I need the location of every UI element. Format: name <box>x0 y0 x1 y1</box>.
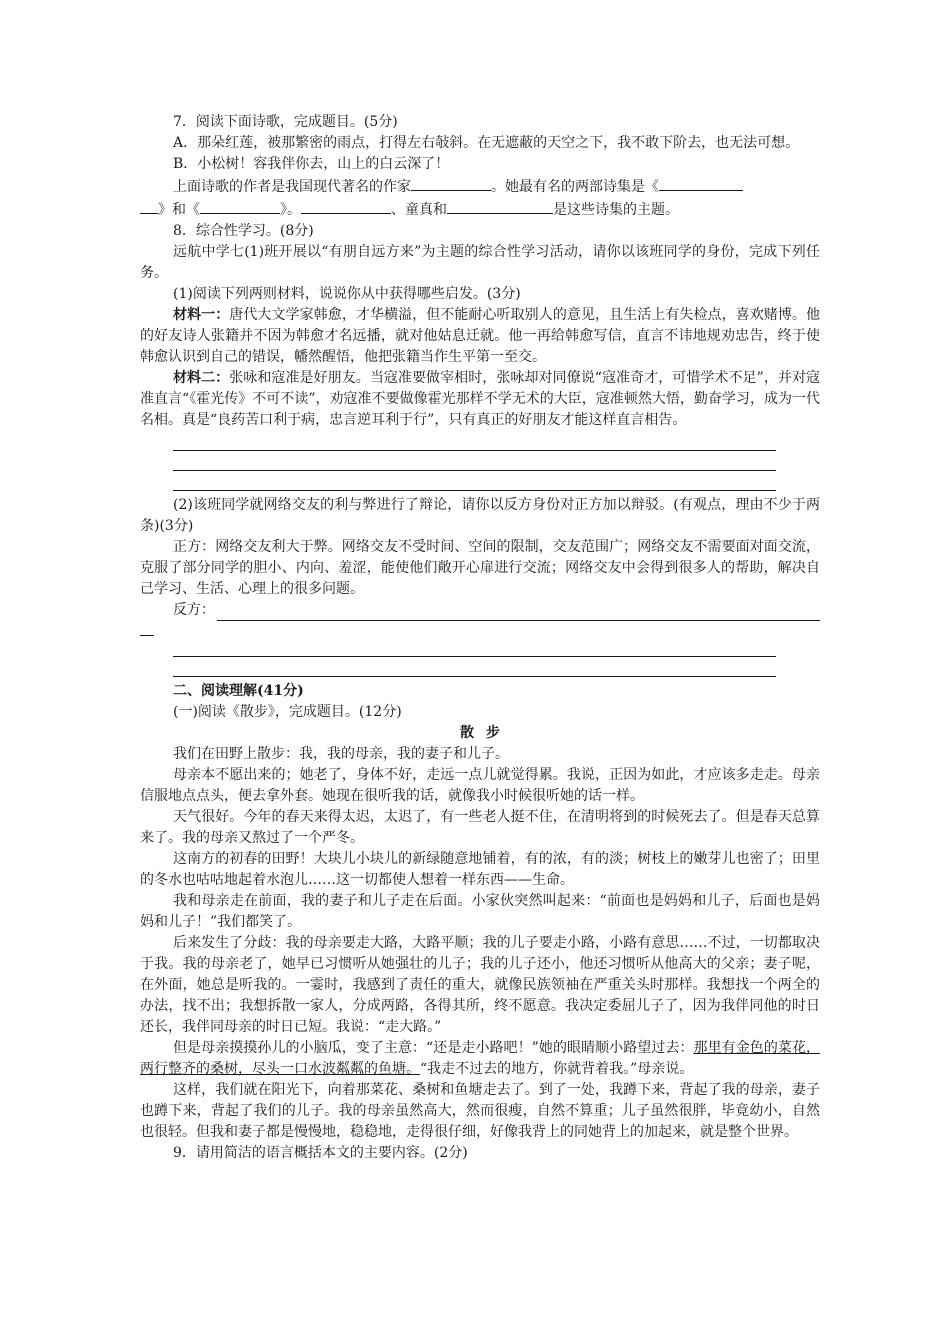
article-title: 散步 <box>460 725 512 741</box>
answer-line-1[interactable] <box>173 431 776 451</box>
collection-1-blank-cont[interactable] <box>140 198 158 214</box>
fanfang-label: 反方： <box>173 602 215 618</box>
section-2-heading: 二、阅读理解(41分) <box>173 683 304 699</box>
fanfang-answer-line-2[interactable] <box>173 640 776 657</box>
fanfang-answer-line-cont[interactable] <box>140 621 154 636</box>
article-para-1: 我们在田野上散步：我，我的母亲，我的妻子和儿子。 <box>173 746 509 762</box>
worksheet-page <box>140 112 820 1164</box>
collection-1-blank[interactable] <box>659 175 743 191</box>
q7-heading: 7．阅读下面诗歌，完成题目。(5分) <box>173 114 398 130</box>
article-para-7 <box>140 1038 820 1080</box>
q8-heading: 8．综合性学习。(8分) <box>173 223 314 239</box>
q9-heading: 9．请用简洁的语言概括本文的主要内容。(2分) <box>173 1145 468 1161</box>
article-para-5: 我和母亲走在前面，我的妻子和儿子走在后面。小家伙突然叫起来：“前面也是妈妈和儿子，后面也是妈妈和儿子！”我们都笑了。 <box>140 893 820 930</box>
material-2-text: 张咏和寇准是好朋友。当寇准要做宰相时，张咏却对同僚说“寇准奇才，可惜学术不足”，并对寇准直言“《霍光传》不可不读”，劝寇准不要做像霍光那样不学无术的大臣，寇准顿然大悟，勤奋学习，成为一代名相。真是“良药苦口利于病，忠言逆耳利于行”，只有真正的好朋友才能这样直言相告。 <box>140 370 821 428</box>
q7-poem-a: A．那朵红莲，被那繁密的雨点，打得左右敧斜。在无遮蔽的天空之下，我不敢下阶去，也无法可想。 <box>173 135 800 151</box>
fanfang-row <box>140 600 820 621</box>
zhengfang-text: 正方：网络交友利大于弊。网络交友不受时间、空间的限制，交友范围广；网络交友不需要面对面交流，克服了部分同学的胆小、内向、羞涩，能使他们敞开心扉进行交流；网络交友中会得到很多人的帮助，解决自己学习、生活、心理上的很多问题。 <box>140 539 820 597</box>
collection-2-blank[interactable] <box>200 198 280 214</box>
article-para-8: 这样，我们就在阳光下，向着那菜花、桑树和鱼塘走去了。到了一处，我蹲下来，背起了我的母亲，妻子也蹲下来，背起了我们的儿子。我的母亲虽然高大，然而很瘦，自然不算重；儿子虽然很胖，毕竟幼小，自然也很轻。但我和妻子都是慢慢地，稳稳地，走得很仔细，好像我背上的同她背上的加起来，就是整个世界。 <box>140 1082 820 1140</box>
material-2-label: 材料二： <box>173 370 230 386</box>
q7-fill-text-1: 上面诗歌的作者是我国现代著名的作家 <box>173 179 411 195</box>
theme-2-blank[interactable] <box>447 198 553 214</box>
article-para-3: 天气很好。今年的春天来得太迟，太迟了，有一些老人挺不住，在清明将到的时候死去了。但是春天总算来了。我的母亲又熬过了一个严冬。 <box>140 809 820 846</box>
fanfang-answer-line[interactable] <box>217 604 820 621</box>
theme-1-blank[interactable] <box>301 198 391 214</box>
article-para-6: 后来发生了分歧：我的母亲要走大路，大路平顺；我的儿子要走小路，小路有意思……不过，一切都取决于我。我的母亲老了，她早已习惯听从她强壮的儿子；我的儿子还小，他还习惯听从他高大的父亲；妻子呢，在外面，她总是听我的。一霎时，我感到了责任的重大，就像民族领袖在严重关头时那样。我想找一个两全的办法，找不出；我想拆散一家人，分成两路，各得其所，终不愿意。我决定委屈儿子了，因为我伴同他的时日还长，我伴同母亲的时日已短。我说：“走大路。” <box>140 935 820 1035</box>
article-para-7-a: 但是母亲摸摸孙儿的小脑瓜，变了主意：“还是走小路吧！”她的眼睛顺小路望过去： <box>173 1040 694 1056</box>
answer-line-3[interactable] <box>173 471 776 491</box>
q7-fill-text-4: 》。 <box>280 202 301 218</box>
underlined-sentence: 那里有金色的菜花，两行整齐的桑树，尽头一口水波粼粼的鱼塘。 <box>140 1040 821 1077</box>
reading-1-heading: (一)阅读《散步》，完成题目。(12分) <box>173 704 402 720</box>
q8-intro: 远航中学七(1)班开展以“有朋自远方来”为主题的综合性学习活动，请你以该班同学的身份，完成下列任务。 <box>140 244 820 281</box>
q7-fill-text-3: 》和《 <box>158 202 200 218</box>
answer-line-2[interactable] <box>173 451 776 471</box>
q7-poem-b: B．小松树！容我伴你去，山上的白云深了！ <box>173 156 450 172</box>
q7-fill-question <box>140 175 820 198</box>
article-para-7-b: “我走不过去的地方，你就背着我。”母亲说。 <box>420 1061 694 1077</box>
q7-fill-question-cont <box>140 198 820 221</box>
q7-fill-text-5: 、童真和 <box>391 202 447 218</box>
article-para-2: 母亲本不愿出来的；她老了，身体不好，走远一点儿就觉得累。我说，正因为如此，才应该多走走。母亲信服地点点头，便去拿外套。她现在很听我的话，就像我小时候很听她的话一样。 <box>140 767 820 804</box>
author-blank[interactable] <box>411 175 491 191</box>
q7-fill-text-2: 。她最有名的两部诗集是《 <box>491 179 659 195</box>
q8-sub2: (2)该班同学就网络交友的利与弊进行了辩论，请你以反方身份对正方加以辩驳。(有观点，理由不少于两条)(3分) <box>140 497 820 534</box>
article-para-4: 这南方的初春的田野！大块儿小块儿的新绿随意地铺着，有的浓，有的淡；树枝上的嫩芽儿也密了；田里的冬水也咕咕地起着水泡儿……这一切都使人想着一样东西——生命。 <box>140 851 820 888</box>
q8-sub1: (1)阅读下列两则材料，说说你从中获得哪些启发。(3分) <box>173 286 521 302</box>
material-1 <box>140 305 820 368</box>
material-1-text: 唐代大文学家韩愈，才华横溢，但不能耐心听取别人的意见，且生活上有失检点，喜欢赌博。他的好友诗人张籍并不因为韩愈才名远播，就对他姑息迁就。他一再给韩愈写信，直言不讳地规劝忠告，终于使韩愈认识到自己的错误，幡然醒悟，他把张籍当作生平第一至交。 <box>140 307 821 365</box>
q7-fill-text-6: 是这些诗集的主题。 <box>553 202 679 218</box>
fanfang-answer-line-3[interactable] <box>173 657 776 677</box>
material-2 <box>140 368 820 431</box>
material-1-label: 材料一： <box>173 307 230 323</box>
